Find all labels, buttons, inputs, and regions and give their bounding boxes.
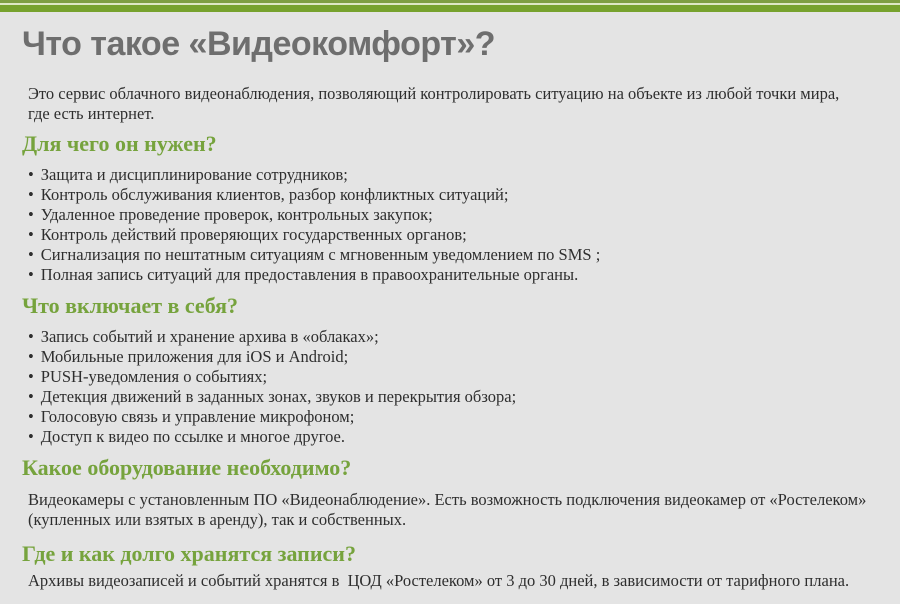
list-item bbox=[28, 327, 900, 347]
list-item-text: Контроль действий проверяющих государственных органов; bbox=[40, 225, 467, 244]
top-bar-main-stripe bbox=[0, 5, 900, 12]
bullet-icon: • bbox=[28, 387, 34, 406]
bullet-icon: • bbox=[28, 165, 34, 184]
bullet-icon: • bbox=[28, 327, 34, 346]
intro-paragraph: Это сервис облачного видеонаблюдения, позволяющий контролировать ситуацию на объекте из любой точки мира, где есть интернет. bbox=[28, 84, 840, 123]
list-item-text: Полная запись ситуаций для предоставления в правоохранительные органы. bbox=[40, 265, 579, 284]
bullet-icon: • bbox=[28, 265, 34, 284]
storage-paragraph: Архивы видеозаписей и событий хранятся в ЦОД «Ростелеком» от 3 до 30 дней, в зависимости от тарифного плана. bbox=[28, 571, 850, 590]
bullet-icon: • bbox=[28, 427, 34, 446]
list-item bbox=[28, 165, 900, 185]
list-item bbox=[28, 205, 900, 225]
page-title: Что такое «Видеокомфорт»? bbox=[22, 25, 495, 63]
list-item-text: PUSH-уведомления о событиях; bbox=[40, 367, 268, 386]
bullet-icon: • bbox=[28, 205, 34, 224]
list-item bbox=[28, 245, 900, 265]
list-item-text: Удаленное проведение проверок, контрольных закупок; bbox=[40, 205, 433, 224]
list-item-text: Детекция движений в заданных зонах, звуков и перекрытия обзора; bbox=[40, 387, 517, 406]
list-item bbox=[28, 367, 900, 387]
list-item bbox=[28, 387, 900, 407]
list-item-text: Запись событий и хранение архива в «облаках»; bbox=[40, 327, 379, 346]
list-item bbox=[28, 185, 900, 205]
list-item bbox=[28, 427, 900, 447]
list-item bbox=[28, 347, 900, 367]
top-bar bbox=[0, 0, 900, 12]
list-item-text: Доступ к видео по ссылке и многое другое. bbox=[40, 427, 345, 446]
list-item-text: Голосовую связь и управление микрофоном; bbox=[40, 407, 355, 426]
includes-list bbox=[28, 327, 900, 447]
bullet-icon: • bbox=[28, 245, 34, 264]
section-heading-equipment: Какое оборудование необходимо? bbox=[22, 455, 352, 480]
list-item-text: Мобильные приложения для iOS и Android; bbox=[40, 347, 349, 366]
bullet-icon: • bbox=[28, 225, 34, 244]
list-item bbox=[28, 265, 900, 285]
bullet-icon: • bbox=[28, 347, 34, 366]
bullet-icon: • bbox=[28, 367, 34, 386]
list-item-text: Контроль обслуживания клиентов, разбор конфликтных ситуаций; bbox=[40, 185, 509, 204]
list-item-text: Сигнализация по нештатным ситуациям с мгновенным уведомлением по SMS ; bbox=[40, 245, 601, 264]
purpose-list bbox=[28, 165, 900, 285]
bullet-icon: • bbox=[28, 185, 34, 204]
section-heading-storage: Где и как долго хранятся записи? bbox=[22, 541, 356, 566]
list-item bbox=[28, 225, 900, 245]
section-heading-purpose: Для чего он нужен? bbox=[22, 131, 217, 156]
equipment-paragraph: Видеокамеры с установленным ПО «Видеонаблюдение». Есть возможность подключения видеокамер от «Ростелеком» (купленных или взятых в аренду), так и собственных. bbox=[28, 490, 867, 529]
list-item-text: Защита и дисциплинирование сотрудников; bbox=[40, 165, 348, 184]
section-heading-includes: Что включает в себя? bbox=[22, 293, 239, 318]
bullet-icon: • bbox=[28, 407, 34, 426]
list-item bbox=[28, 407, 900, 427]
